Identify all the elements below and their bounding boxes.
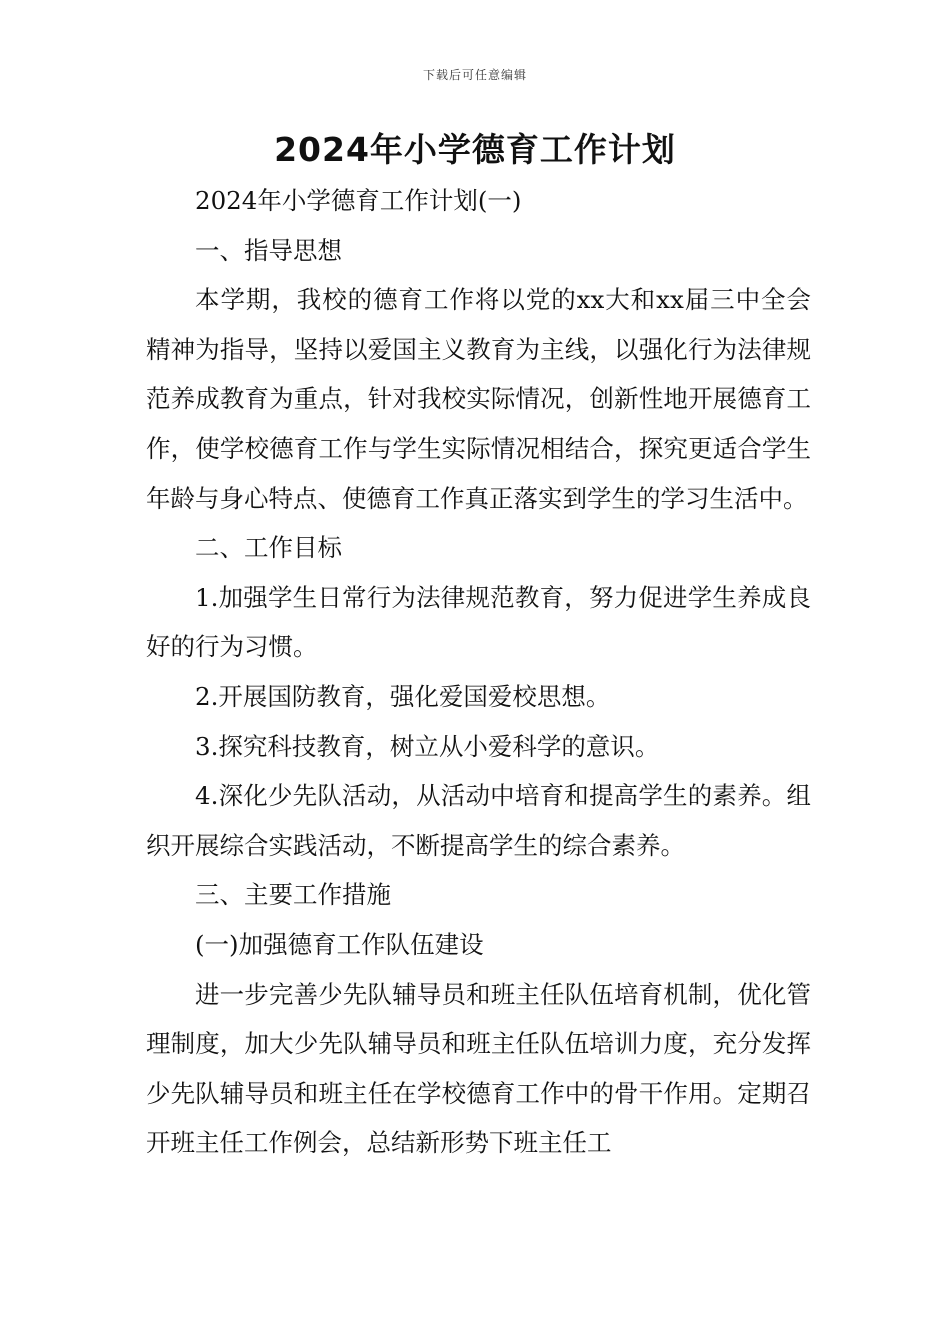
section-heading-work-goals: 二、工作目标 — [195, 533, 342, 563]
subtitle-paragraph: 2024年小学德育工作计划(一) — [195, 186, 522, 215]
goal-item-2: 2.开展国防教育，强化爱国爱校思想。 — [195, 681, 611, 711]
document-body — [146, 176, 811, 1168]
goal-item-3: 3.探究科技教育，树立从小爱科学的意识。 — [195, 731, 660, 761]
document-title: 2024年小学德育工作计划 — [274, 130, 676, 169]
subsection-heading-team-building: (一)加强德育工作队伍建设 — [195, 929, 484, 959]
paragraph-guiding-ideology: 本学期，我校的德育工作将以党的xx大和xx届三中全会精神为指导，坚持以爱国主义教育为主线，以强化行为法律规范养成教育为重点，针对我校实际情况，创新性地开展德育工作，使学校德育工作与学生实际情况相结合，探究更适合学生年龄与身心特点、使德育工作真正落实到学生的学习生活中。 — [146, 285, 811, 513]
goal-item-1: 1.加强学生日常行为法律规范教育，努力促进学生养成良好的行为习惯。 — [146, 582, 811, 662]
page-header-note: 下载后可任意编辑 — [422, 68, 527, 82]
goal-item-4: 4.深化少先队活动，从活动中培育和提高学生的素养。组织开展综合实践活动，不断提高学生的综合素养。 — [146, 781, 811, 860]
section-heading-guiding-ideology: 一、指导思想 — [195, 235, 342, 265]
section-heading-main-measures: 三、主要工作措施 — [195, 880, 391, 910]
paragraph-team-building: 进一步完善少先队辅导员和班主任队伍培育机制，优化管理制度，加大少先队辅导员和班主任队伍培训力度，充分发挥少先队辅导员和班主任在学校德育工作中的骨干作用。定期召开班主任工作例会，总结新形势下班主任工 — [146, 979, 811, 1158]
